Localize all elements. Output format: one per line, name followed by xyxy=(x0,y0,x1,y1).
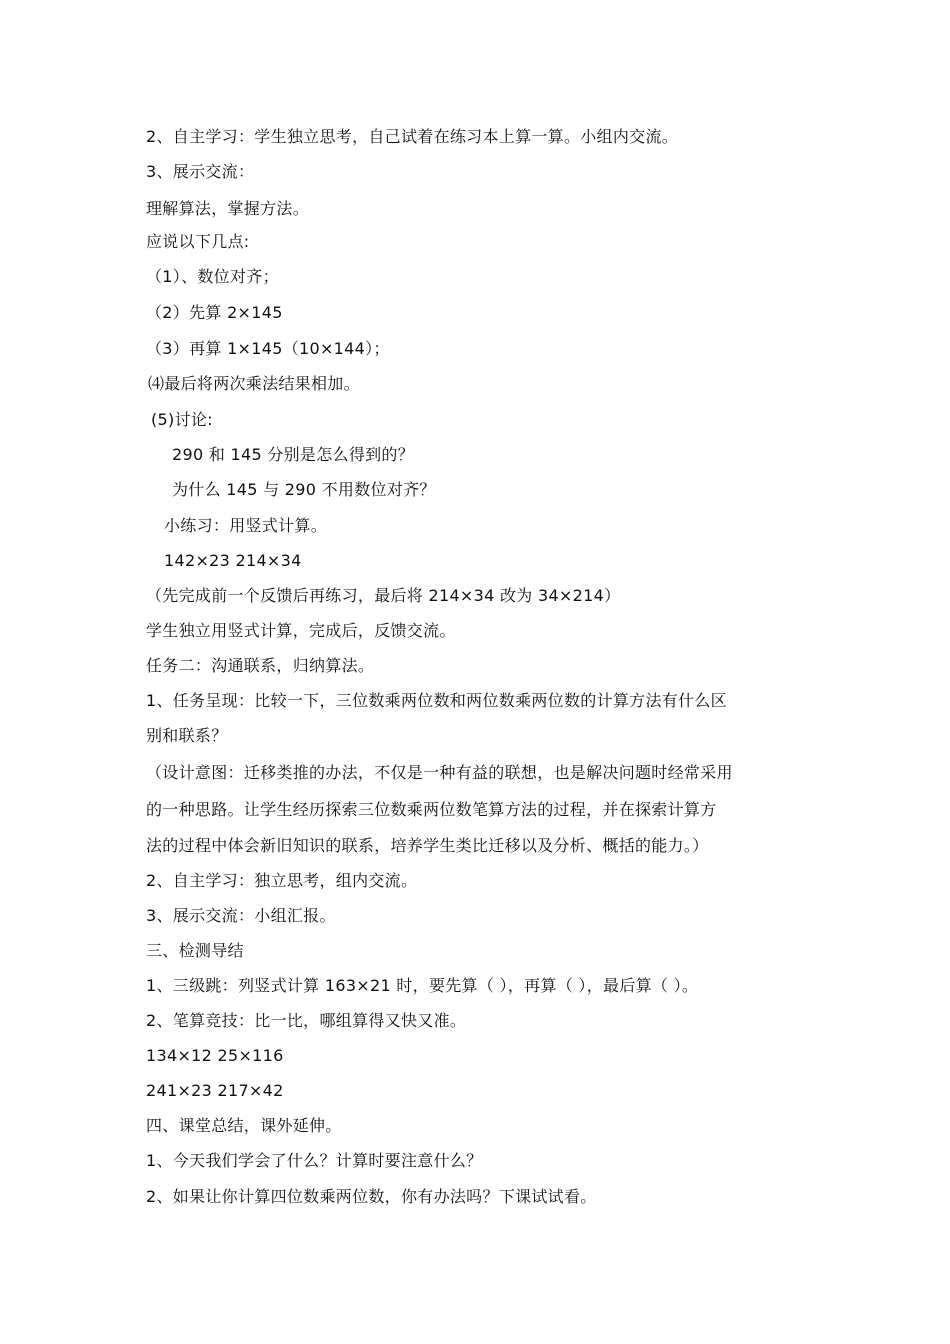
text-line: ⑷最后将两次乘法结果相加。 xyxy=(148,374,360,393)
text-line: 的一种思路。让学生经历探索三位数乘两位数笔算方法的过程，并在探索计算方 xyxy=(146,800,717,819)
text-line: 134×12 25×116 xyxy=(146,1046,284,1065)
section-heading: 四、课堂总结，课外延伸。 xyxy=(146,1116,342,1135)
text-line: 任务二：沟通联系，归纳算法。 xyxy=(146,656,375,675)
text-line: 2、自主学习：独立思考，组内交流。 xyxy=(146,871,418,890)
text-line: 小练习：用竖式计算。 xyxy=(164,516,328,535)
text-line: （先完成前一个反馈后再练习，最后将 214×34 改为 34×214） xyxy=(146,586,621,605)
text-line: 1、三级跳：列竖式计算 163×21 时，要先算（ ），再算（ ），最后算（ ）。 xyxy=(146,976,699,995)
text-line: (5)讨论: xyxy=(151,410,213,429)
text-line: 241×23 217×42 xyxy=(146,1081,284,1100)
section-heading: 三、检测导结 xyxy=(146,941,244,960)
text-line: （3）再算 1×145（10×144）； xyxy=(146,339,390,358)
text-line: 理解算法，掌握方法。 xyxy=(146,199,310,218)
text-line: （2）先算 2×145 xyxy=(146,303,283,322)
text-line: 1、任务呈现：比较一下，三位数乘两位数和两位数乘两位数的计算方法有什么区 xyxy=(146,691,727,710)
text-line: 3、展示交流： xyxy=(146,162,255,181)
text-line: 3、展示交流：小组汇报。 xyxy=(146,906,336,925)
text-line: 为什么 145 与 290 不用数位对齐？ xyxy=(172,480,436,499)
text-line: 2、如果让你计算四位数乘两位数，你有办法吗？下课试试看。 xyxy=(146,1187,597,1206)
text-line: 法的过程中体会新旧知识的联系，培养学生类比迁移以及分析、概括的能力。） xyxy=(146,836,709,855)
text-line: 142×23 214×34 xyxy=(164,551,302,570)
text-line: 2、自主学习：学生独立思考，自己试着在练习本上算一算。小组内交流。 xyxy=(146,127,679,146)
text-line: 应说以下几点: xyxy=(146,232,250,251)
text-line: 别和联系？ xyxy=(146,726,228,745)
text-line: （1）、数位对齐； xyxy=(146,267,279,286)
text-line: 2、笔算竞技：比一比，哪组算得又快又准。 xyxy=(146,1011,467,1030)
text-line: 学生独立用竖式计算，完成后，反馈交流。 xyxy=(146,621,456,640)
text-line: 1、今天我们学会了什么？计算时要注意什么？ xyxy=(146,1151,483,1170)
text-line: （设计意图：迁移类推的办法，不仅是一种有益的联想，也是解决问题时经常采用 xyxy=(146,763,733,782)
text-line: 290 和 145 分别是怎么得到的？ xyxy=(172,445,415,464)
